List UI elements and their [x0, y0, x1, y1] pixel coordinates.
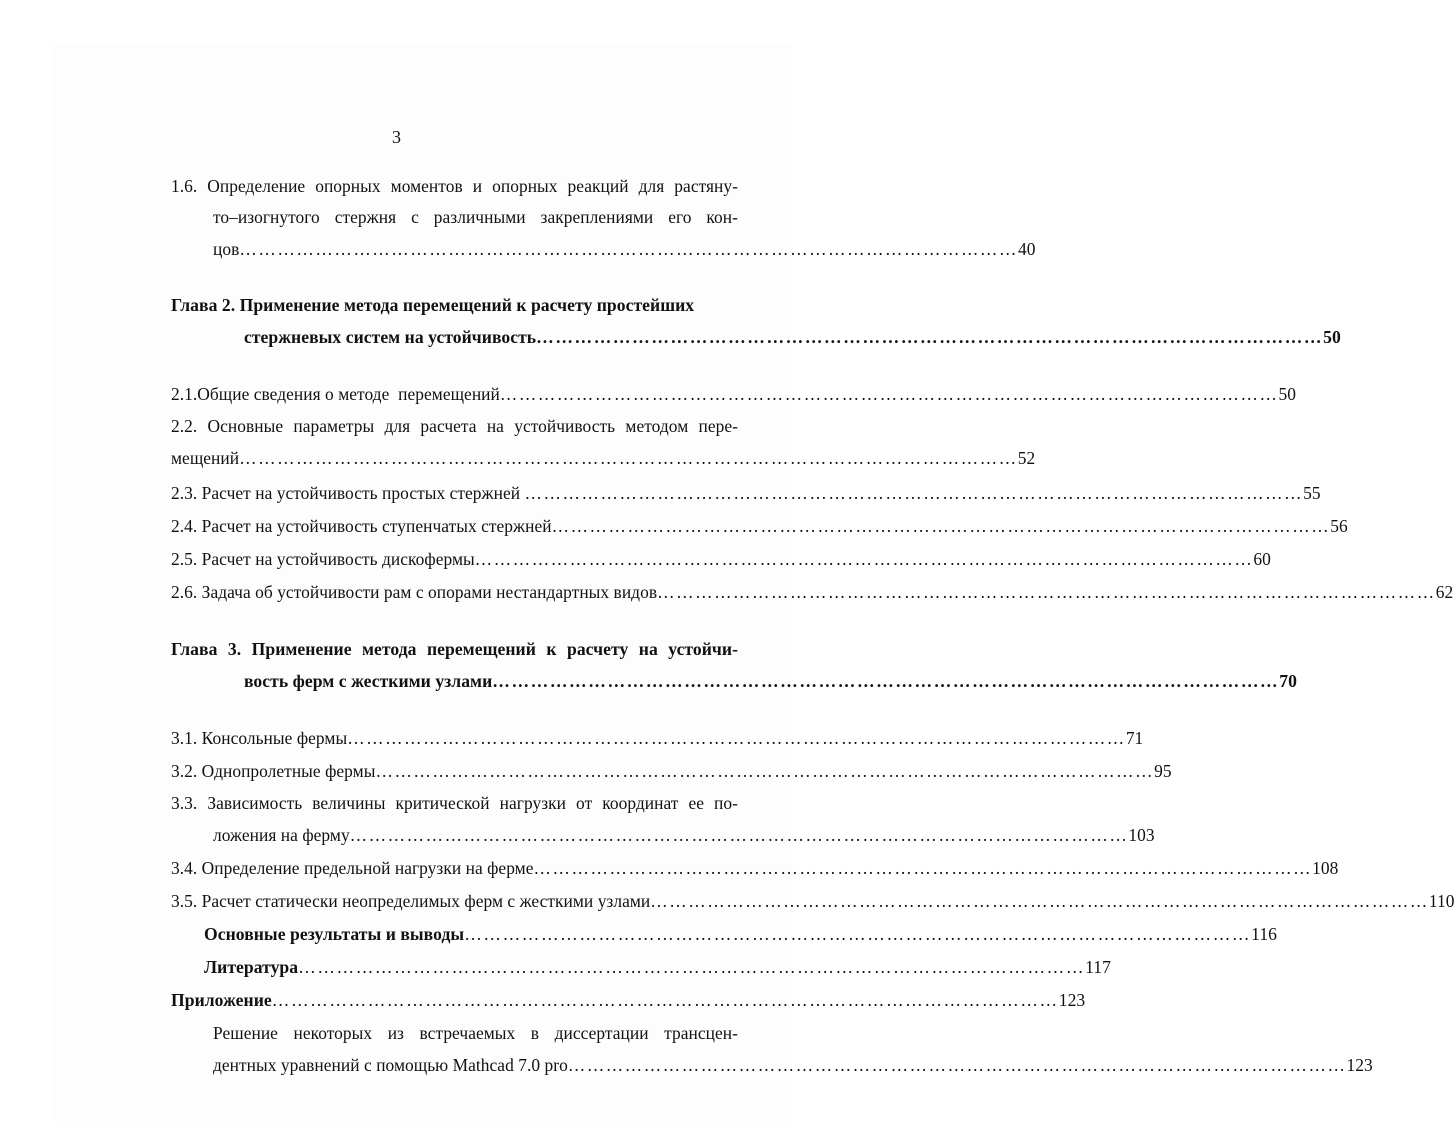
toc-entry-1-6-line2: то–изогнутого стержня с различными закреплениями его кон- — [213, 207, 738, 227]
toc-entry-2-1[interactable] — [171, 383, 1297, 405]
leader-dots: …………………………………………………………………………………………………………… — [492, 671, 1280, 691]
toc-entry-3-2[interactable] — [171, 760, 1172, 782]
toc-entry-title: 2.1.Общие сведения о методе перемещений — [171, 384, 500, 404]
toc-entry-title: Приложение — [171, 990, 272, 1010]
toc-entry-appendix-sub-line1: Решение некоторых из встречаемых в диссертации трансцен- — [213, 1023, 738, 1043]
toc-page-number: 55 — [1303, 483, 1321, 503]
toc-page-number: 50 — [1278, 384, 1297, 404]
toc-entry-chapter-2[interactable] — [244, 326, 1341, 348]
leader-dots: …………………………………………………………………………………………………………… — [298, 957, 1086, 977]
toc-page-number: 123 — [1346, 1055, 1373, 1075]
toc-entry-title: 3.4. Определение предельной нагрузки на ферме — [171, 858, 534, 878]
toc-page-number: 71 — [1125, 728, 1144, 748]
toc-entry-appendix[interactable] — [171, 989, 1086, 1011]
toc-page-number: 50 — [1323, 327, 1341, 347]
toc-entry-title: цов — [213, 239, 240, 259]
toc-entry-2-3[interactable] — [171, 482, 1321, 504]
leader-dots: …………………………………………………………………………………………………………… — [239, 239, 1018, 259]
page-number: 3 — [392, 127, 401, 147]
toc-entry-title: Литература — [204, 957, 299, 977]
toc-page-number: 116 — [1251, 924, 1278, 944]
toc-entry-3-4[interactable] — [171, 857, 1339, 879]
toc-entry-literature[interactable] — [204, 956, 1111, 978]
leader-dots: …………………………………………………………………………………………………………… — [464, 924, 1252, 944]
toc-entry-2-6[interactable] — [171, 581, 1454, 603]
toc-entry-title: 2.6. Задача об устойчивости рам с опорами нестандартных видов — [171, 582, 658, 602]
toc-entry-title: мещений — [171, 448, 240, 468]
toc-entry-chapter-3[interactable] — [244, 670, 1297, 692]
toc-page-number: 103 — [1128, 825, 1155, 845]
toc-page-number: 56 — [1330, 516, 1348, 536]
toc-page-number: 40 — [1018, 239, 1036, 259]
toc-entry-title: дентных уравнений с помощью Mathcad 7.0 pro — [213, 1055, 568, 1075]
toc-page-number: 110 — [1428, 891, 1454, 911]
leader-dots: …………………………………………………………………………………………………………… — [347, 728, 1126, 748]
leader-dots: …………………………………………………………………………………………………………… — [650, 891, 1429, 911]
toc-page-number: 52 — [1017, 448, 1036, 468]
toc-entry-1-6-line1: 1.6. Определение опорных моментов и опорных реакций для растяну- — [171, 176, 738, 196]
toc-entry-results[interactable] — [204, 923, 1278, 945]
toc-entry-3-5[interactable] — [171, 890, 1454, 912]
toc-page-number: 123 — [1058, 990, 1086, 1010]
leader-dots: …………………………………………………………………………………………………………… — [536, 327, 1324, 347]
toc-page-number: 60 — [1253, 549, 1271, 569]
toc-entry-1-6[interactable] — [213, 238, 1036, 260]
toc-entry-2-4[interactable] — [171, 515, 1348, 537]
toc-page-number: 70 — [1279, 671, 1297, 691]
chapter-3-heading-line1: Глава 3. Применение метода перемещений к расчету на устойчи- — [171, 639, 738, 659]
leader-dots: …………………………………………………………………………………………………………… — [524, 483, 1304, 503]
toc-page-number: 62 — [1435, 582, 1454, 602]
leader-dots: …………………………………………………………………………………………………………… — [657, 582, 1436, 602]
toc-entry-title: 2.3. Расчет на устойчивость простых стержней — [171, 483, 525, 503]
toc-entry-appendix-sub[interactable] — [213, 1054, 1373, 1076]
toc-entry-title: стержневых систем на устойчивость — [244, 327, 537, 347]
toc-entry-title: 2.5. Расчет на устойчивость дискофермы — [171, 549, 475, 569]
toc-entry-title: вость ферм с жесткими узлами — [244, 671, 493, 691]
toc-entry-3-3-line1: 3.3. Зависимость величины критической нагрузки от координат ее по- — [171, 793, 738, 813]
toc-entry-2-5[interactable] — [171, 548, 1271, 570]
toc-entry-title: 2.4. Расчет на устойчивость ступенчатых стержней — [171, 516, 552, 536]
leader-dots: …………………………………………………………………………………………………………… — [271, 990, 1059, 1010]
leader-dots: …………………………………………………………………………………………………………… — [375, 761, 1155, 781]
leader-dots: …………………………………………………………………………………………………………… — [474, 549, 1254, 569]
toc-page-number: 108 — [1312, 858, 1339, 878]
toc-entry-title: 3.2. Однопролетные фермы — [171, 761, 376, 781]
leader-dots: …………………………………………………………………………………………………………… — [551, 516, 1331, 536]
toc-page-number: 95 — [1154, 761, 1172, 781]
chapter-2-heading-line1: Глава 2. Применение метода перемещений к расчету простейших — [171, 295, 695, 315]
toc-entry-title: 3.1. Консольные фермы — [171, 728, 348, 748]
leader-dots: …………………………………………………………………………………………………………… — [499, 384, 1279, 404]
toc-entry-2-2[interactable] — [171, 447, 1036, 469]
leader-dots: …………………………………………………………………………………………………………… — [349, 825, 1129, 845]
toc-entry-3-3[interactable] — [213, 824, 1155, 846]
leader-dots: …………………………………………………………………………………………………………… — [533, 858, 1313, 878]
toc-entry-2-2-line1: 2.2. Основные параметры для расчета на устойчивость методом пере- — [171, 416, 738, 436]
leader-dots: …………………………………………………………………………………………………………… — [239, 448, 1018, 468]
toc-entry-title: 3.5. Расчет статически неопределимых ферм с жесткими узлами — [171, 891, 651, 911]
toc-entry-3-1[interactable] — [171, 727, 1144, 749]
toc-entry-title: ложения на ферму — [213, 825, 350, 845]
leader-dots: …………………………………………………………………………………………………………… — [567, 1055, 1347, 1075]
toc-entry-title: Основные результаты и выводы — [204, 924, 465, 944]
toc-page-number: 117 — [1085, 957, 1111, 977]
